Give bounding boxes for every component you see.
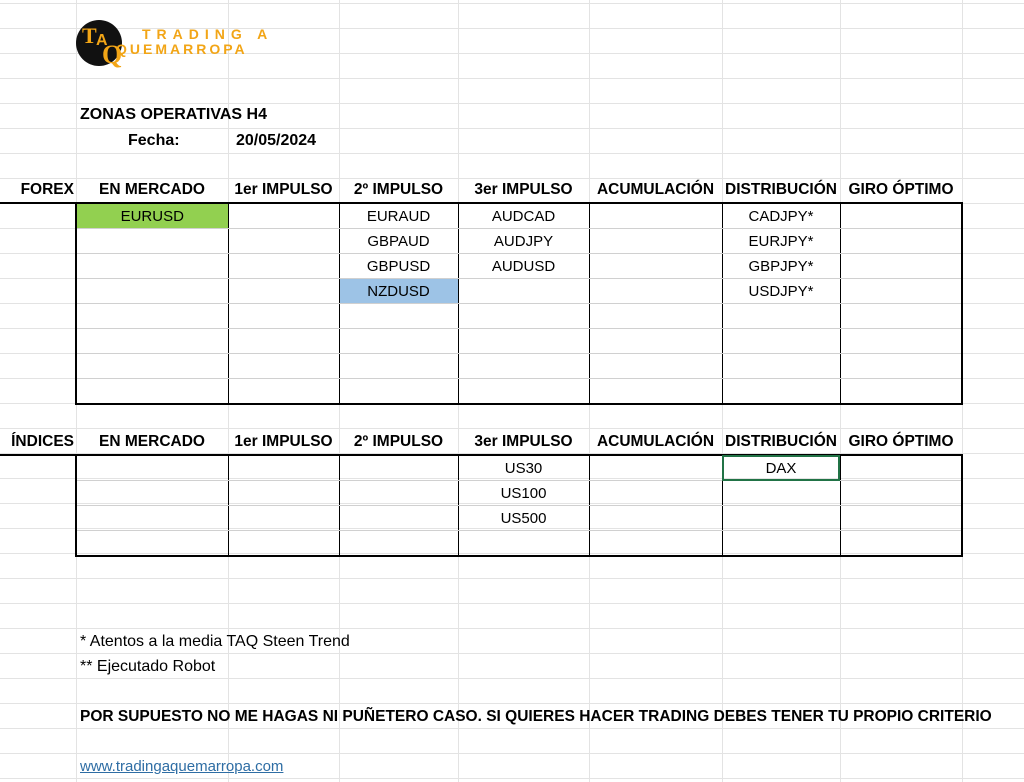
row-spacer	[0, 506, 76, 531]
table-cell[interactable]: DAX	[722, 455, 840, 481]
table-cell[interactable]	[228, 354, 339, 379]
table-cell[interactable]	[458, 329, 589, 354]
table-row	[0, 279, 962, 304]
table-cell[interactable]	[589, 229, 722, 254]
page-title: ZONAS OPERATIVAS H4	[80, 106, 267, 123]
table-cell[interactable]	[76, 455, 228, 481]
column-header: GIRO ÓPTIMO	[840, 430, 962, 455]
table-row	[0, 481, 962, 506]
table-row	[0, 455, 962, 481]
table-cell[interactable]: EURAUD	[339, 203, 458, 229]
logo-text-line1: TRADING A	[142, 26, 274, 42]
disclaimer: POR SUPUESTO NO ME HAGAS NI PUÑETERO CASO. SI QUIERES HACER TRADING DEBES TENER TU PROPIO CRITERIO	[80, 708, 992, 725]
table-cell[interactable]	[228, 304, 339, 329]
table-cell[interactable]	[840, 506, 962, 531]
column-header: 2º IMPULSO	[339, 430, 458, 455]
table-cell[interactable]	[228, 481, 339, 506]
column-header: EN MERCADO	[76, 430, 228, 455]
date-label: Fecha:	[128, 132, 180, 149]
table-cell[interactable]	[840, 455, 962, 481]
forex-table	[0, 178, 963, 405]
row-spacer	[0, 203, 76, 229]
table-cell[interactable]	[589, 279, 722, 304]
table-cell[interactable]	[76, 229, 228, 254]
table-cell[interactable]	[840, 229, 962, 254]
table-cell[interactable]	[228, 379, 339, 405]
table-cell[interactable]	[339, 506, 458, 531]
table-cell[interactable]	[840, 254, 962, 279]
table-cell[interactable]: US500	[458, 506, 589, 531]
table-row	[0, 203, 962, 229]
indices-header-row	[0, 430, 962, 455]
table-cell[interactable]	[589, 354, 722, 379]
table-cell[interactable]: CADJPY*	[722, 203, 840, 229]
table-cell[interactable]: GBPJPY*	[722, 254, 840, 279]
table-cell[interactable]	[228, 203, 339, 229]
column-header: 3er IMPULSO	[458, 178, 589, 203]
table-row	[0, 506, 962, 531]
table-cell[interactable]	[840, 203, 962, 229]
forex-header-row	[0, 178, 962, 203]
table-cell[interactable]	[76, 379, 228, 405]
column-header: EN MERCADO	[76, 178, 228, 203]
table-cell[interactable]	[228, 506, 339, 531]
table-cell[interactable]	[589, 531, 722, 557]
table-cell[interactable]: GBPUSD	[339, 254, 458, 279]
table-cell[interactable]	[458, 279, 589, 304]
table-row	[0, 304, 962, 329]
row-spacer	[0, 254, 76, 279]
table-cell[interactable]: AUDJPY	[458, 229, 589, 254]
table-cell[interactable]	[228, 254, 339, 279]
row-spacer	[0, 229, 76, 254]
table-cell[interactable]: US100	[458, 481, 589, 506]
table-cell[interactable]: EURJPY*	[722, 229, 840, 254]
table-cell[interactable]	[458, 354, 589, 379]
row-spacer	[0, 481, 76, 506]
table-cell[interactable]	[339, 379, 458, 405]
table-cell[interactable]: AUDUSD	[458, 254, 589, 279]
column-header: ACUMULACIÓN	[589, 178, 722, 203]
table-cell[interactable]	[589, 254, 722, 279]
table-cell[interactable]	[228, 455, 339, 481]
table-cell[interactable]	[840, 279, 962, 304]
table-cell[interactable]	[840, 354, 962, 379]
table-cell[interactable]	[76, 279, 228, 304]
table-row	[0, 229, 962, 254]
row-spacer	[0, 304, 76, 329]
column-header: GIRO ÓPTIMO	[840, 178, 962, 203]
table-cell[interactable]	[339, 455, 458, 481]
table-cell[interactable]	[339, 354, 458, 379]
note-media: * Atentos a la media TAQ Steen Trend	[80, 633, 350, 650]
row-spacer	[0, 354, 76, 379]
column-header: 3er IMPULSO	[458, 430, 589, 455]
table-cell[interactable]	[840, 304, 962, 329]
column-header: DISTRIBUCIÓN	[722, 430, 840, 455]
table-cell[interactable]	[76, 506, 228, 531]
table-cell[interactable]	[228, 229, 339, 254]
table-cell[interactable]	[722, 379, 840, 405]
table-cell[interactable]	[589, 506, 722, 531]
table-cell[interactable]	[589, 304, 722, 329]
table-cell[interactable]	[840, 379, 962, 405]
table-cell[interactable]	[722, 481, 840, 506]
table-row	[0, 379, 962, 405]
table-cell[interactable]	[458, 304, 589, 329]
logo-letter-q: Q	[102, 40, 123, 69]
table-cell[interactable]	[76, 531, 228, 557]
table-cell[interactable]	[722, 506, 840, 531]
note-robot: ** Ejecutado Robot	[80, 658, 216, 675]
column-header: 1er IMPULSO	[228, 178, 339, 203]
table-cell[interactable]	[339, 531, 458, 557]
table-cell[interactable]	[722, 531, 840, 557]
row-spacer	[0, 455, 76, 481]
forex-section-label: FOREX	[0, 178, 76, 203]
row-spacer	[0, 379, 76, 405]
indices-table	[0, 430, 963, 557]
column-header: ACUMULACIÓN	[589, 430, 722, 455]
table-cell[interactable]	[589, 203, 722, 229]
row-spacer	[0, 279, 76, 304]
table-cell[interactable]	[840, 329, 962, 354]
logo-text-line2: QUEMARROPA	[116, 41, 248, 57]
table-cell[interactable]	[76, 481, 228, 506]
table-cell[interactable]	[722, 354, 840, 379]
table-cell[interactable]: NZDUSD	[339, 279, 458, 304]
table-cell[interactable]	[76, 329, 228, 354]
table-cell[interactable]	[589, 329, 722, 354]
table-cell[interactable]	[722, 329, 840, 354]
table-cell[interactable]	[339, 304, 458, 329]
indices-section-label: ÍNDICES	[0, 430, 76, 455]
logo-letter-t: T	[82, 23, 97, 48]
table-cell[interactable]	[228, 531, 339, 557]
table-cell[interactable]	[840, 531, 962, 557]
table-cell[interactable]	[76, 304, 228, 329]
table-cell[interactable]	[228, 279, 339, 304]
table-cell[interactable]	[722, 304, 840, 329]
website-link[interactable]: www.tradingaquemarropa.com	[80, 758, 284, 775]
table-cell[interactable]	[458, 531, 589, 557]
table-row	[0, 354, 962, 379]
table-row	[0, 254, 962, 279]
table-cell[interactable]	[840, 481, 962, 506]
column-header: 2º IMPULSO	[339, 178, 458, 203]
table-cell[interactable]	[589, 481, 722, 506]
row-spacer	[0, 329, 76, 354]
table-cell[interactable]	[589, 379, 722, 405]
row-spacer	[0, 531, 76, 557]
table-row	[0, 329, 962, 354]
table-cell[interactable]	[589, 455, 722, 481]
table-cell[interactable]	[339, 329, 458, 354]
table-cell[interactable]	[76, 354, 228, 379]
date-value[interactable]: 20/05/2024	[236, 132, 317, 149]
table-row	[0, 531, 962, 557]
table-cell[interactable]	[458, 379, 589, 405]
table-cell[interactable]: US30	[458, 455, 589, 481]
table-cell[interactable]: AUDCAD	[458, 203, 589, 229]
column-header: DISTRIBUCIÓN	[722, 178, 840, 203]
table-cell[interactable]: GBPAUD	[339, 229, 458, 254]
column-header: 1er IMPULSO	[228, 430, 339, 455]
table-cell[interactable]	[339, 481, 458, 506]
table-cell[interactable]: EURUSD	[76, 203, 228, 229]
table-cell[interactable]: USDJPY*	[722, 279, 840, 304]
table-cell[interactable]	[228, 329, 339, 354]
table-cell[interactable]	[76, 254, 228, 279]
logo-letter-a: A	[96, 32, 108, 49]
